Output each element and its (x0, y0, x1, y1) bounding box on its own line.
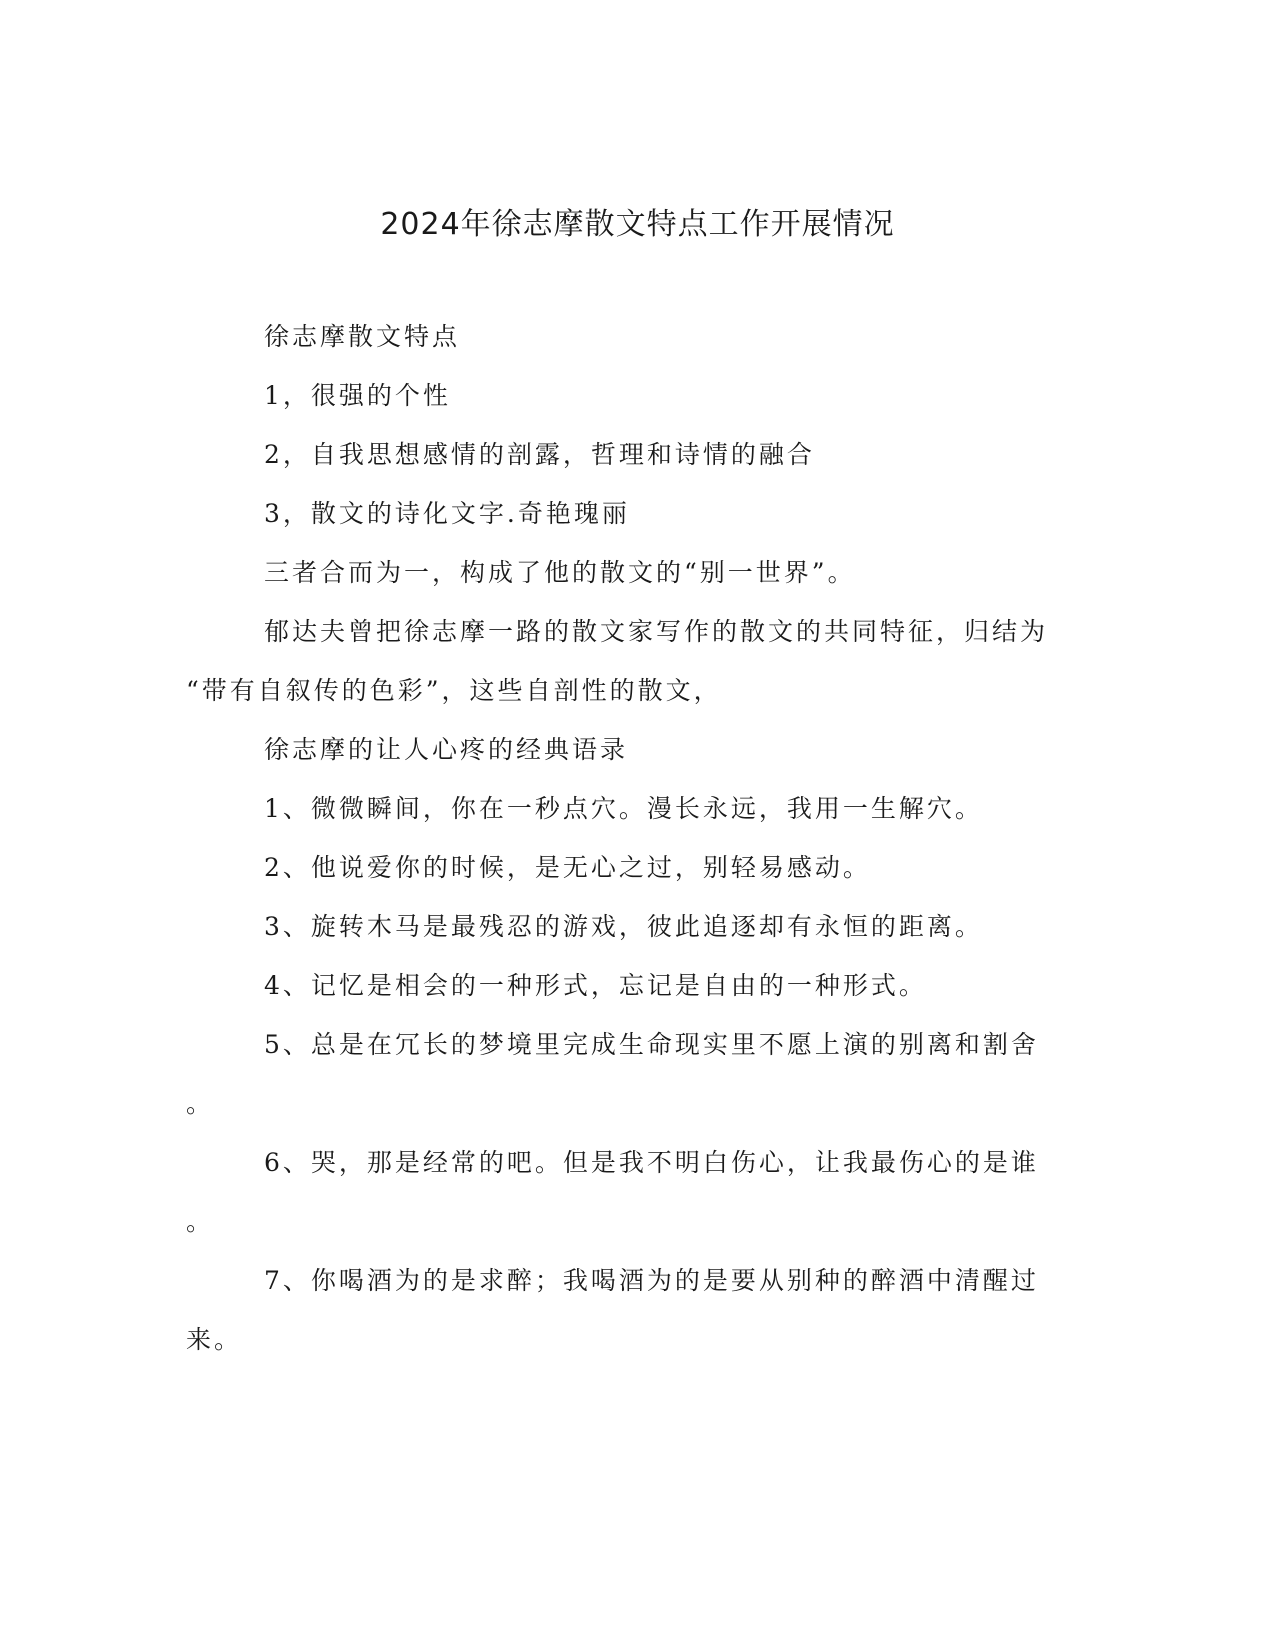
quote-7-line-1: 7、你喝酒为的是求醉；我喝酒为的是要从别种的醉酒中清醒过 (264, 1266, 1039, 1295)
quote-3: 3、旋转木马是最残忍的游戏，彼此追逐却有永恒的距离。 (264, 912, 983, 941)
feature-item-1: 1，很强的个性 (264, 381, 451, 410)
section-heading-features: 徐志摩散文特点 (264, 322, 461, 351)
yu-dafu-quote-line-1: 郁达夫曾把徐志摩一路的散文家写作的散文的共同特征，归结为 (264, 617, 1049, 646)
features-summary: 三者合而为一，构成了他的散文的“别一世界”。 (264, 558, 856, 587)
quote-6-line-2: 。 (186, 1207, 215, 1236)
quote-4: 4、记忆是相会的一种形式，忘记是自由的一种形式。 (264, 971, 927, 1000)
quote-7-line-2: 来。 (186, 1325, 243, 1354)
quote-2: 2、他说爱你的时候，是无心之过，别轻易感动。 (264, 853, 871, 882)
quote-6-line-1: 6、哭，那是经常的吧。但是我不明白伤心，让我最伤心的是谁 (264, 1148, 1039, 1177)
feature-item-2: 2，自我思想感情的剖露，哲理和诗情的融合 (264, 440, 815, 469)
feature-item-3: 3，散文的诗化文字.奇艳瑰丽 (264, 499, 630, 528)
quote-1: 1、微微瞬间，你在一秒点穴。漫长永远，我用一生解穴。 (264, 794, 983, 823)
document-title: 2024年徐志摩散文特点工作开展情况 (380, 207, 895, 242)
section-heading-quotes: 徐志摩的让人心疼的经典语录 (264, 735, 629, 764)
quote-5-line-2: 。 (186, 1089, 215, 1118)
yu-dafu-quote-line-2: “带有自叙传的色彩”，这些自剖性的散文， (186, 676, 722, 705)
quote-5-line-1: 5、总是在冗长的梦境里完成生命现实里不愿上演的别离和割舍 (264, 1030, 1039, 1059)
